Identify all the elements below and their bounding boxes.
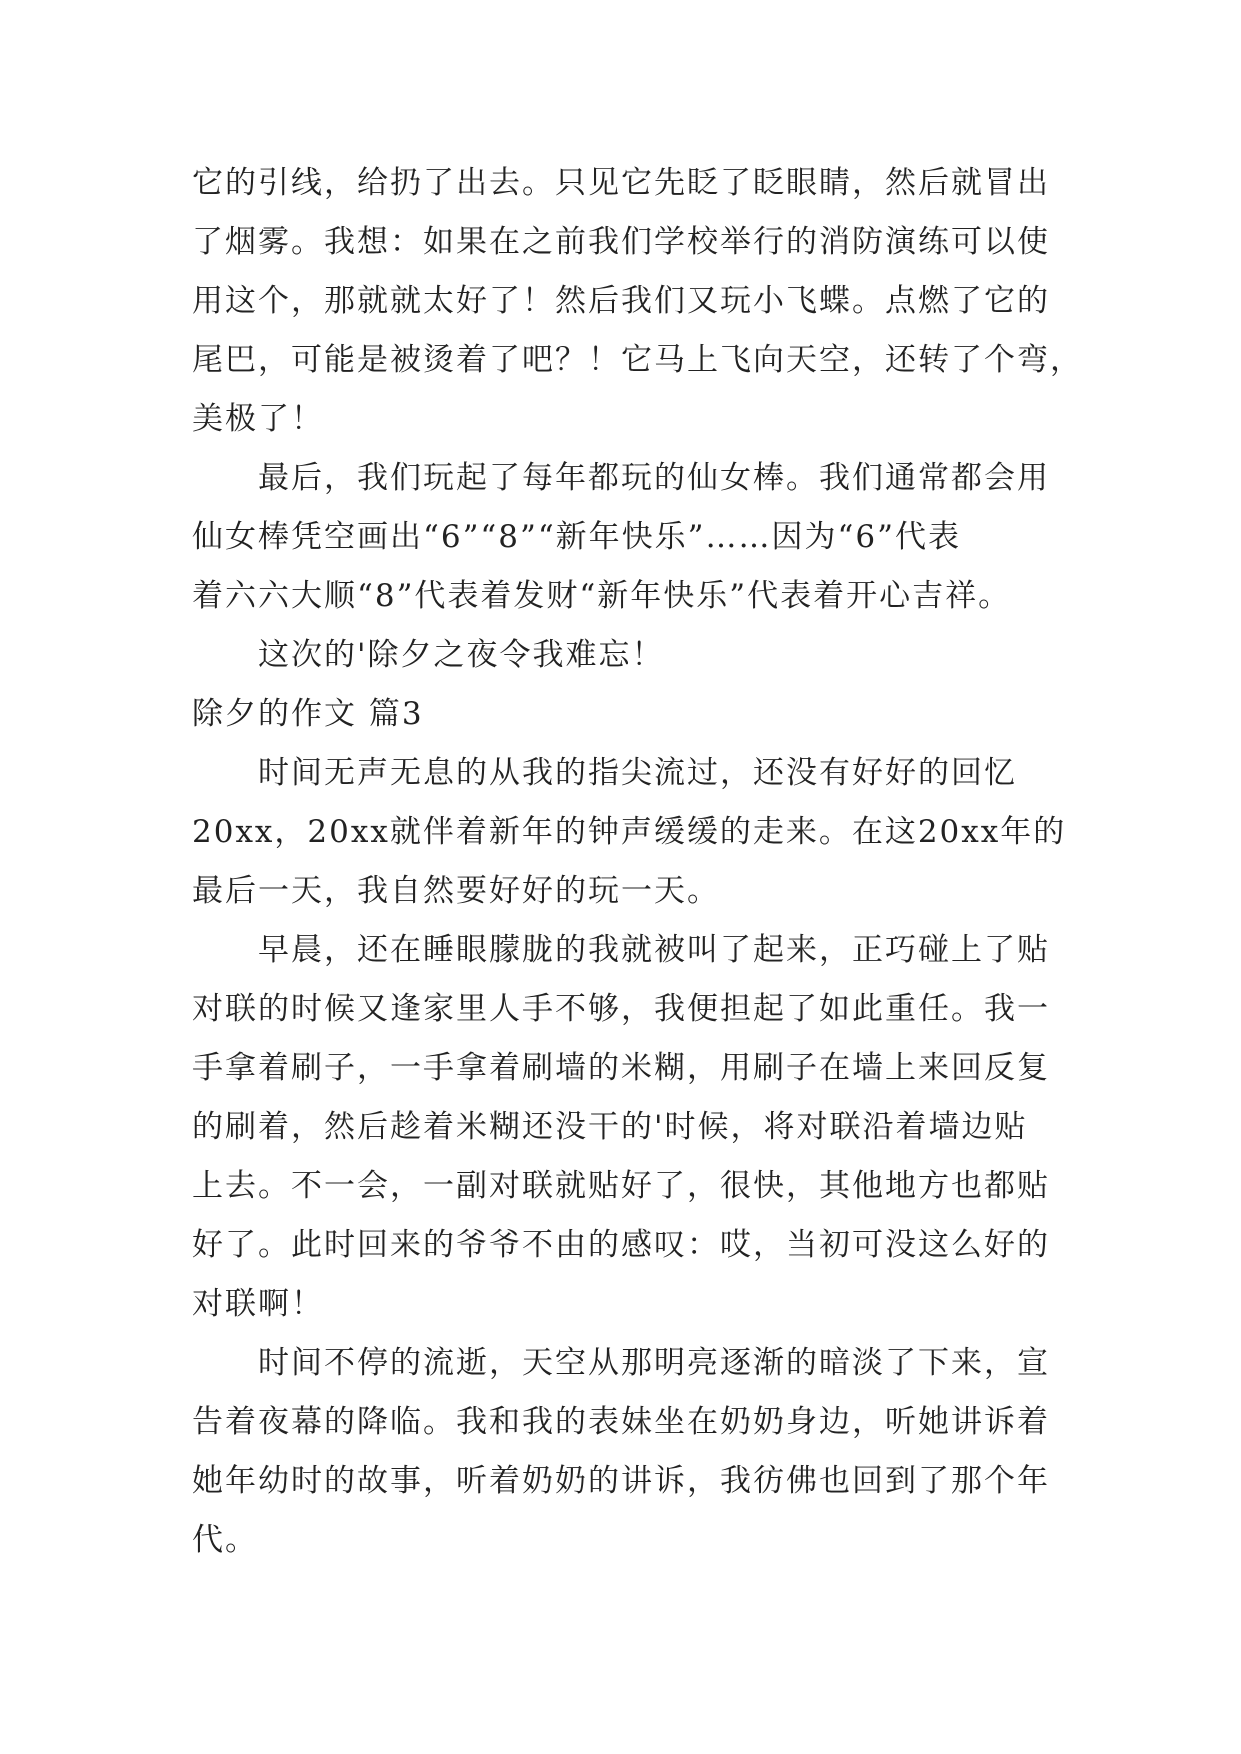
paragraph-line: 好了。此时回来的爷爷不由的感叹：哎，当初可没这么好的 [192, 1227, 1050, 1263]
paragraph-line: 它的引线，给扔了出去。只见它先眨了眨眼睛，然后就冒出 [192, 165, 1050, 201]
paragraph-line: 时间无声无息的从我的指尖流过，还没有好好的回忆 [258, 755, 1017, 791]
paragraph-line: 上去。不一会，一副对联就贴好了，很快，其他地方也都贴 [192, 1168, 1050, 1204]
paragraph-line: 美极了！ [192, 401, 324, 437]
paragraph-line: 用这个，那就就太好了！然后我们又玩小飞蝶。点燃了它的 [192, 283, 1050, 319]
paragraph-line: 最后，我们玩起了每年都玩的仙女棒。我们通常都会用 [258, 460, 1050, 496]
paragraph-line: 了烟雾。我想：如果在之前我们学校举行的消防演练可以使 [192, 224, 1050, 260]
paragraph-line: 她年幼时的故事，听着奶奶的讲诉，我彷佛也回到了那个年 [192, 1463, 1050, 1499]
paragraph-line: 尾巴，可能是被烫着了吧？！它马上飞向天空，还转了个弯， [192, 342, 1083, 378]
paragraph-line: 着六六大顺“8”代表着发财“新年快乐”代表着开心吉祥。 [192, 578, 1012, 614]
paragraph-line: 这次的'除夕之夜令我难忘！ [258, 637, 665, 673]
paragraph-line: 时间不停的流逝，天空从那明亮逐渐的暗淡了下来，宣 [258, 1345, 1050, 1381]
document-body [192, 154, 1083, 1570]
paragraph-line: 告着夜幕的降临。我和我的表妹坐在奶奶身边，听她讲诉着 [192, 1404, 1050, 1440]
paragraph-line: 20xx，20xx就伴着新年的钟声缓缓的走来。在这20xx年的 [192, 814, 1067, 850]
paragraph-line: 的刷着，然后趁着米糊还没干的'时候，将对联沿着墙边贴 [192, 1109, 1028, 1145]
paragraph-line: 仙女棒凭空画出“6”“8”“新年快乐”……因为“6”代表 [192, 519, 961, 555]
paragraph-line: 对联啊！ [192, 1286, 324, 1322]
paragraph-line: 手拿着刷子，一手拿着刷墙的米糊，用刷子在墙上来回反复 [192, 1050, 1050, 1086]
section-heading: 除夕的作文 篇3 [192, 696, 424, 732]
paragraph-line: 早晨，还在睡眼朦胧的我就被叫了起来，正巧碰上了贴 [258, 932, 1050, 968]
paragraph-line: 最后一天，我自然要好好的玩一天。 [192, 873, 720, 909]
paragraph-line: 对联的时候又逢家里人手不够，我便担起了如此重任。我一 [192, 991, 1050, 1027]
paragraph-line: 代。 [192, 1522, 258, 1558]
